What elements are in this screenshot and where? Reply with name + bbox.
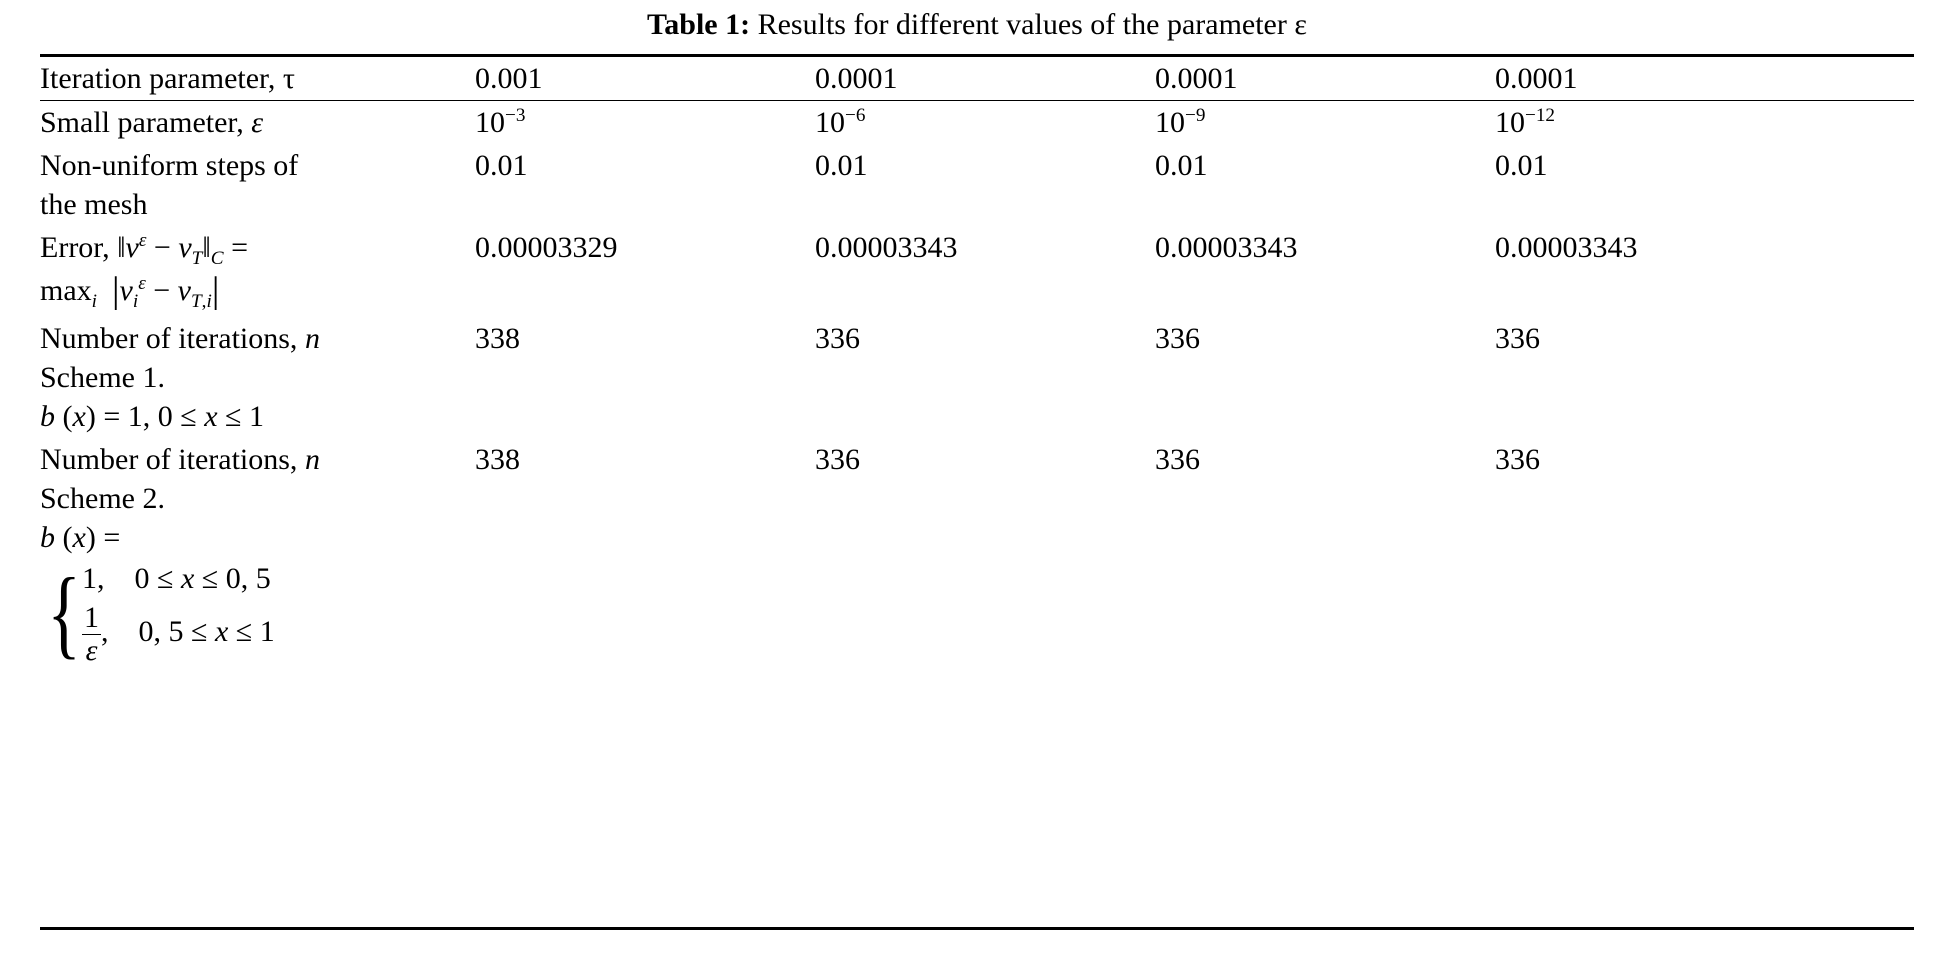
small-parameter-base-3: 10 — [1155, 105, 1185, 139]
table-bottom-rule — [40, 927, 1914, 930]
header-value-2: 0.0001 — [815, 61, 898, 95]
scheme2-cases — [40, 557, 275, 668]
small-parameter-base-1: 10 — [475, 105, 505, 139]
mesh-steps-value-3: 0.01 — [1155, 148, 1208, 182]
scheme2-case-2: $\frac{1}{\varepsilon}$ , 0, 5 ≤ x ≤ 1 — [84, 601, 275, 667]
results-table-body — [40, 101, 1914, 671]
scheme2-label-line2: Scheme 2. — [40, 482, 165, 516]
header-value-1: 0.001 — [475, 61, 543, 95]
table-header-row — [40, 57, 1914, 100]
mesh-steps-value-1: 0.01 — [475, 148, 528, 182]
scheme2-case-1: 1, 0 ≤ x ≤ 0, 5 — [82, 562, 271, 596]
scheme2-value-4: 336 — [1495, 443, 1540, 477]
mesh-steps-value-4: 0.01 — [1495, 148, 1548, 182]
scheme2-label-line1: Number of iterations, n — [40, 443, 320, 477]
header-row-label — [40, 57, 475, 100]
fraction-numerator: 1 — [84, 601, 99, 635]
error-label-line2: $\max_i |v_i^\varepsilon - v_{T,i}|$ — [40, 269, 220, 312]
small-parameter-base-4: 10 — [1495, 105, 1525, 139]
mesh-steps-label-line2: the mesh — [40, 187, 148, 221]
table-row — [40, 226, 1914, 318]
small-parameter-base-2: 10 — [815, 105, 845, 139]
row-label-iterations-scheme-2 — [40, 438, 475, 670]
mesh-steps-label-line1: Non-uniform steps of — [40, 148, 299, 182]
header-value-3: 0.0001 — [1155, 61, 1238, 95]
scheme1-value-3: 336 — [1155, 322, 1200, 356]
table-row — [40, 101, 1914, 144]
error-value-3: 0.00003343 — [1155, 230, 1298, 264]
table-row — [40, 438, 1914, 670]
scheme1-label-line1: Number of iterations, n — [40, 322, 320, 356]
scheme1-value-2: 336 — [815, 322, 860, 356]
scheme1-value-1: 338 — [475, 322, 520, 356]
scheme1-value-4: 336 — [1495, 322, 1540, 356]
error-label-line1: Error, $‖v^\varepsilon$ − $v_T‖_C$ = — [40, 229, 249, 269]
table-caption-text: Results for different values of the parameter ε — [757, 8, 1307, 41]
small-parameter-exponent-2: −6 — [845, 104, 866, 126]
error-value-1: 0.00003329 — [475, 230, 618, 264]
header-row-label-text: Iteration parameter, τ — [40, 61, 295, 95]
scheme2-value-1: 338 — [475, 443, 520, 477]
scheme1-label-line3: b (x) = 1, 0 ≤ x ≤ 1 — [40, 400, 264, 434]
error-value-4: 0.00003343 — [1495, 230, 1638, 264]
mesh-steps-value-2: 0.01 — [815, 148, 868, 182]
scheme2-value-2: 336 — [815, 443, 860, 477]
results-table — [40, 57, 1914, 100]
row-label-iterations-scheme-1 — [40, 317, 475, 438]
small-parameter-exponent-3: −9 — [1185, 104, 1206, 126]
table-row — [40, 317, 1914, 438]
row-label-small-parameter: Small parameter, ε — [40, 105, 264, 139]
fraction-denominator: ε — [82, 634, 101, 667]
small-parameter-value-4 — [1495, 101, 1914, 144]
table-caption-label: Table 1: — [647, 8, 751, 41]
scheme2-label-line3: b (x) = — [40, 521, 121, 555]
one-over-epsilon-fraction — [82, 602, 101, 666]
small-parameter-exponent-4: −12 — [1525, 104, 1556, 126]
cases-brace-icon: { — [47, 556, 81, 668]
scheme2-value-3: 336 — [1155, 443, 1200, 477]
table-caption — [40, 0, 1914, 54]
table-row — [40, 144, 1914, 226]
error-value-2: 0.00003343 — [815, 230, 958, 264]
small-parameter-value-2 — [815, 101, 1155, 144]
small-parameter-exponent-1: −3 — [505, 104, 526, 126]
row-label-mesh-steps — [40, 144, 475, 226]
small-parameter-value-1 — [475, 101, 815, 144]
small-parameter-value-3 — [1155, 101, 1495, 144]
header-value-4: 0.0001 — [1495, 61, 1578, 95]
row-label-error — [40, 226, 475, 318]
scheme1-label-line2: Scheme 1. — [40, 361, 165, 395]
